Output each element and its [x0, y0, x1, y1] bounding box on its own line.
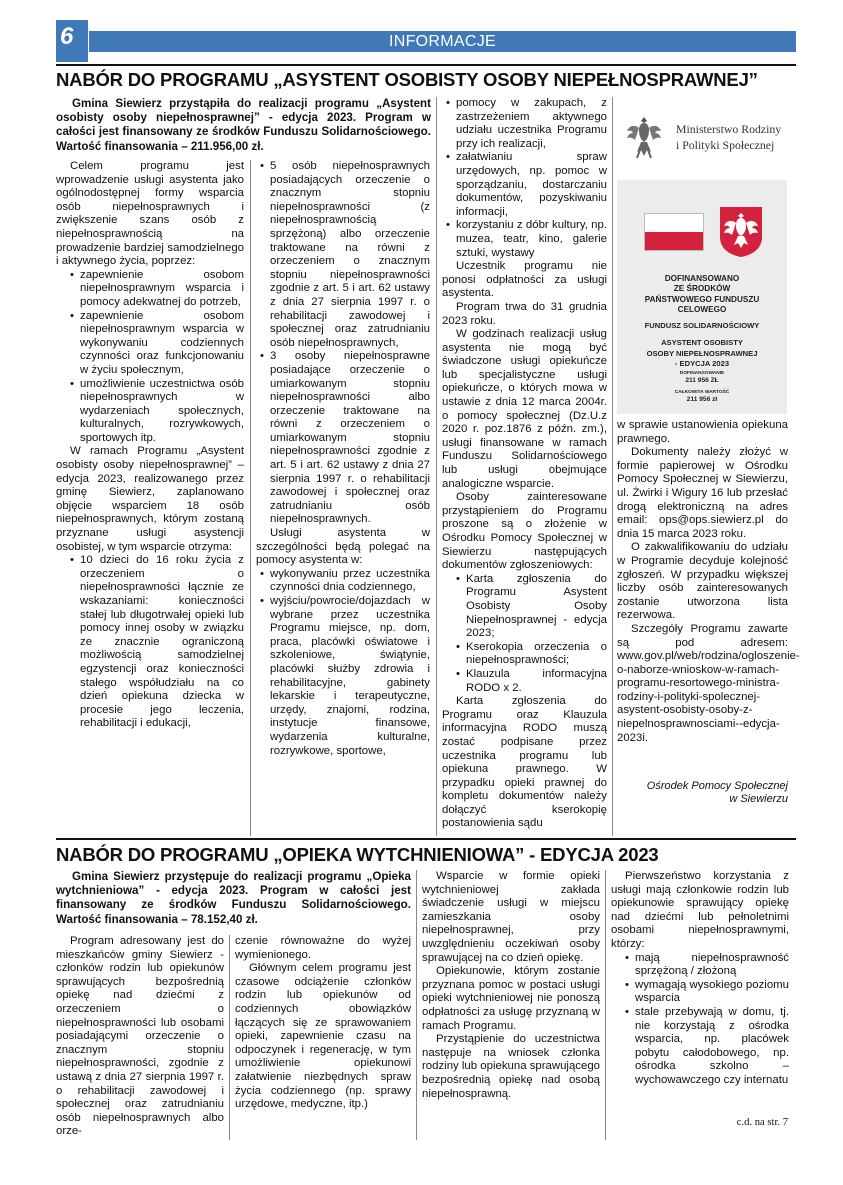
article1-column-2	[256, 160, 430, 758]
ministry-name-line: i Polityki Społecznej	[676, 137, 775, 152]
bullet-list	[442, 573, 607, 695]
paragraph: Program trwa do 31 grudnia 2023 roku.	[442, 300, 607, 327]
list-item: • stale przebywają w domu, tj. nie korzystają z ośrodka wsparcia, np. placówek pobytu całodobowego, np. ośrodka szkolno – wychowawczego czy internatu	[625, 1006, 789, 1088]
list-item: • mają niepełnosprawność sprzężoną / złożoną	[625, 952, 789, 979]
funding-amount: 211 956 ZŁ	[685, 377, 719, 384]
list-item: • Klauzula informacyjna RODO x 2.	[456, 668, 607, 695]
column-separator	[416, 870, 417, 1140]
article1-signature	[617, 780, 788, 807]
list-item: • zapewnienie osobom niepełnosprawnym wsparcia i pomocy adekwatnej do potrzeb,	[70, 269, 244, 310]
article1-column-3	[442, 97, 607, 831]
article1-top-rule	[56, 64, 796, 66]
bullet-list	[611, 952, 789, 1088]
bullet-list	[442, 97, 607, 260]
column-separator	[612, 97, 613, 836]
list-item: • pomocy w zakupach, z zastrzeżeniem aktywnego udziału uczestnika Programu przy ich realizacji,	[446, 97, 607, 151]
paragraph: Opiekunowie, którym zostanie przyznana pomoc w postaci usługi opieki wytchnieniowej nie ponoszą odpłatności za usługę przyznaną w ramach Programu.	[422, 965, 600, 1032]
section-header-label: INFORMACJE	[389, 33, 496, 50]
funding-text-block	[617, 274, 787, 316]
paragraph: Szczegóły Programu zawarte są pod adresem: www.gov.pl/web/rodzina/ogloszenie-o-naborze-wnioskow-w-ramach-programu-resortowego-ministra-rodziny-i-polityki-spolecznej-asystent-osobisty-osoby-z-niepelnosprawnosciami--edycja-2023i.	[617, 622, 800, 744]
list-item: • wymagają wysokiego poziomu wsparcia	[625, 979, 789, 1006]
paragraph: Głównym celem programu jest czasowe odciążenie członków rodzin lub opiekunów od codziennych obowiązków łączących się ze sprawowaniem opieki, zapewnienie czasu na odpoczynek i regenerację, w tym umożliwienie opiekunowi załatwienie niezbędnych spraw życia codziennego (np. sprawy urzędowe, medyczne, itp.)	[235, 962, 411, 1111]
article2-column-4	[611, 870, 789, 1088]
paragraph: Program adresowany jest do mieszkańców gminy Siewierz - członków rodzin lub opiekunów sprawujących bezpośrednią opiekę nad dziećmi z orzeczeniem o niepełnosprawności lub osobami posiadającymi orzeczenie o znacznym stopniu niepełnosprawności, zgodnie z ustawą z dnia 27 sierpnia 1997 r. o rehabilitacji zawodowej i społecznej oraz zatrudnianiu osób niepełnosprawnych albo orze-	[56, 935, 224, 1138]
article1-column-1	[56, 160, 244, 731]
list-item: • wykonywaniu przez uczestnika czynności dnia codziennego,	[260, 568, 430, 595]
paragraph: Wsparcie w formie opieki wytchnieniowej zakłada świadczenie usługi w miejscu zamieszkania osoby niepełnosprawnej, przy uwzględnieniu oczekiwań osoby sprawującej na co dzień opiekę.	[422, 870, 600, 964]
paragraph: W ramach Programu „Asystent osobisty osoby niepełnosprawnej” – edycja 2023, realizowanego przez gminę Siewierz, zaplanowano objęcie wsparciem 18 osób niepełnosprawnych, którym zostaną przyznane usługi asystencji osobistej, w tym wsparcie otrzyma:	[56, 445, 244, 553]
paragraph: O zakwalifikowaniu do udziału w Programie decyduje kolejność zgłoszeń. W przypadku większej liczby osób zainteresowanych zostanie utworzona lista rezerwowa.	[617, 541, 788, 622]
bullet-list	[256, 568, 430, 758]
funding-program-label: FUNDUSZ SOLIDARNOŚCIOWY	[644, 321, 760, 330]
list-item: • umożliwienie uczestnictwa osób niepełnosprawnych w wydarzeniach społecznych, kulturalnych, rozrywkowych, sportowych itp.	[70, 378, 244, 446]
paragraph: W godzinach realizacji usług asystenta nie mogą być świadczone usługi opiekuńcze lub specjalistyczne usługi opiekuńcze, o których mowa w ustawie z dnia 12 marca 2004r. o pomocy społecznej (Dz.U.z 2020 r. poz.1876 z późn. zm.), usługi finansowane w ramach Funduszu Solidarnościowego lub usługi obejmujące analogiczne wsparcie.	[442, 328, 607, 490]
paragraph: Przystąpienie do uczestnictwa następuje na wniosek członka rodziny lub opiekuna sprawującego bezpośrednią opiekę nad osobą niepełnosprawną.	[422, 1033, 600, 1100]
article1-title: NABÓR DO PROGRAMU „ASYSTENT OSOBISTY OSOBY NIEPEŁNOSPRAWNEJ”	[56, 69, 758, 90]
paragraph: czenie równoważne do wyżej wymienionego.	[235, 935, 411, 961]
paragraph: Pierwszeństwo korzystania z usługi mają członkowie rodzin lub opiekunowie sprawujący opiekę nad dziećmi lub pełnoletnimi osobami niepełnosprawnymi, którzy:	[611, 870, 789, 950]
article2-column-3	[422, 870, 600, 1101]
bullet-list	[56, 269, 244, 446]
paragraph: Osoby zainteresowane przystąpieniem do Programu proszone są o złożenie w Ośrodku Pomocy Społecznej w Siewierzu następujących dokumentów zgłoszeniowych:	[442, 491, 607, 572]
coat-of-arms-icon	[718, 205, 764, 259]
paragraph: w sprawie ustanowienia opiekuna prawnego.	[617, 419, 788, 445]
article1-lead: Gmina Siewierz przystąpiła do realizacji programu „Asystent osobisty osoby niepełnosprawnej” - edycja 2023. Program w całości jest finansowany ze środków Funduszu Solidarnościowego. Wartość finansowania – 211.956,00 zł.	[56, 97, 431, 153]
funding-program-name	[617, 338, 787, 370]
list-item: • 5 osób niepełnosprawnych posiadających orzeczenie o znacznym stopniu niepełnosprawności (z niepełnosprawnością sprzężoną) albo orzeczenie traktowane na równi z orzeczeniem o znacznym stopniu niepełnosprawności zgodnie z art. 5 i art. 62 ustawy z dnia 27 sierpnia 1997 r. o rehabilitacji zawodowej i społecznej oraz zatrudnianiu osób niepełnosprawnych,	[260, 160, 430, 350]
funding-line: - EDYCJA 2023	[674, 359, 730, 369]
funding-line: ASYSTENT OSOBISTY	[661, 338, 743, 347]
paragraph: Dokumenty należy złożyć w formie papierowej w Ośrodku Pomocy Społecznej w Siewierzu, ul. Żwirki i Wigury 16 lub przesłać drogą elektroniczną na adres email: ops@ops.siewierz.pl do dnia 15 marca 2023 roku.	[617, 446, 788, 540]
page-number: 6	[60, 23, 74, 50]
list-item: • 10 dzieci do 16 roku życia z orzeczeniem o niepełnosprawności łącznie ze wskazaniami: konieczności stałej lub długotrwałej opieki lub pomocy innej osoby w związku ze znacznie ograniczoną możliwością samodzielnej egzystencji oraz konieczności stałego współudziału na co dzień opiekuna dziecka w procesie jego leczenia, rehabilitacji i edukacji,	[70, 554, 244, 731]
column-separator	[229, 935, 230, 1140]
list-item: • korzystaniu z dóbr kultury, np. muzea, teatr, kino, galerie sztuki, wystawy	[446, 219, 607, 260]
article1-column-4	[617, 419, 800, 745]
article2-title: NABÓR DO PROGRAMU „OPIEKA WYTCHNIENIOWA” - EDYCJA 2023	[56, 844, 659, 865]
funding-line: CELOWEGO	[677, 305, 727, 315]
funding-label: DOFINANSOWANIE	[679, 371, 725, 376]
polish-eagle-icon	[625, 114, 663, 162]
ministry-name	[676, 122, 788, 153]
list-item: • 3 osoby niepełnosprawne posiadające orzeczenie o umiarkowanym stopniu niepełnosprawności albo orzeczenie traktowane na równi z orzeczeniem o umiarkowanym stopniu niepełnosprawności zgodnie z art. 5 i art. 62 ustawy z dnia 27 sierpnia 1997 r. o rehabilitacji zawodowej i społecznej oraz zatrudnianiu osób niepełnosprawnych.	[260, 350, 430, 527]
funding-line: OSOBY NIEPEŁNOSPRAWNEJ	[646, 348, 758, 358]
bullet-list	[256, 160, 430, 527]
funding-line: PAŃSTWOWEGO FUNDUSZU	[644, 294, 760, 304]
article2-top-rule	[56, 838, 796, 840]
ministry-name-line: Ministerstwo Rodziny	[676, 122, 782, 136]
column-separator	[250, 160, 251, 836]
article2-column-2	[235, 935, 411, 1112]
article2-lead: Gmina Siewierz przystępuje do realizacji programu „Opieka wytchnieniowa” - edycja 2023. Program w całości jest finansowany ze środków Funduszu Solidarnościowego. Wartość finansowania – 78.152,40 zł.	[56, 870, 411, 926]
total-value-label: CAŁKOWITA WARTOŚĆ	[674, 390, 730, 395]
article2-column-1	[56, 935, 224, 1139]
paragraph: Celem programu jest wprowadzenie usługi asystenta jako ogólnodostępnej formy wsparcia osób niepełnosprawnych i zwiększenie szans osób z niepełnosprawnością na prowadzenie bardziej samodzielnego i aktywnego życia, poprzez:	[56, 160, 244, 268]
paragraph: Usługi asystenta w szczególności będą polegać na pomocy asystenta w:	[256, 527, 430, 567]
funding-line: DOFINANSOWANO	[664, 274, 740, 283]
funding-line: ZE ŚRODKÓW	[673, 284, 731, 294]
signature-line: w Siewierzu	[729, 793, 788, 806]
list-item: • Kserokopia orzeczenia o niepełnosprawności;	[456, 641, 607, 668]
paragraph: Karta zgłoszenia do Programu oraz Klauzula informacyjna RODO muszą zostać podpisane przez uczestnika programu lub opiekuna prawnego. W przypadku opieki prawnej do kompletu dokumentów należy dołączyć kserokopię postanowienia sądu	[442, 695, 607, 830]
column-separator	[605, 870, 606, 1140]
bullet-list	[56, 554, 244, 731]
list-item: • wyjściu/powrocie/dojazdach w wybrane przez uczestnika Programu miejsce, np. dom, praca, placówki oświatowe i szkoleniowe, świątynie, placówki służby zdrowia i rehabilitacyjne, gabinety lekarskie i terapeutyczne, urzędy, znajomi, rodzina, instytucje finansowe, wydarzenia kulturalne, rozrywkowe, sportowe,	[260, 595, 430, 758]
column-separator	[436, 97, 437, 836]
signature-line: Ośrodek Pomocy Społecznej	[646, 780, 788, 792]
list-item: • Karta zgłoszenia do Programu Asystent Osobisty Osoby Niepełnosprawnej - edycja 2023;	[456, 573, 607, 641]
list-item: • zapewnienie osobom niepełnosprawnym wsparcia w wykonywaniu codziennych czynności oraz funkcjonowaniu w życiu społecznym,	[70, 310, 244, 378]
list-item: • załatwianiu spraw urzędowych, np. pomoc w sporządzaniu, dostarczaniu dokumentów, pozyskiwaniu informacji,	[446, 151, 607, 219]
continued-reference: c.d. na str. 7	[736, 1117, 788, 1128]
paragraph: Uczestnik programu nie ponosi odpłatności za usługi asystenta.	[442, 260, 607, 300]
total-value-amount: 211 956 zł	[686, 396, 718, 403]
polish-flag-icon	[644, 213, 704, 251]
